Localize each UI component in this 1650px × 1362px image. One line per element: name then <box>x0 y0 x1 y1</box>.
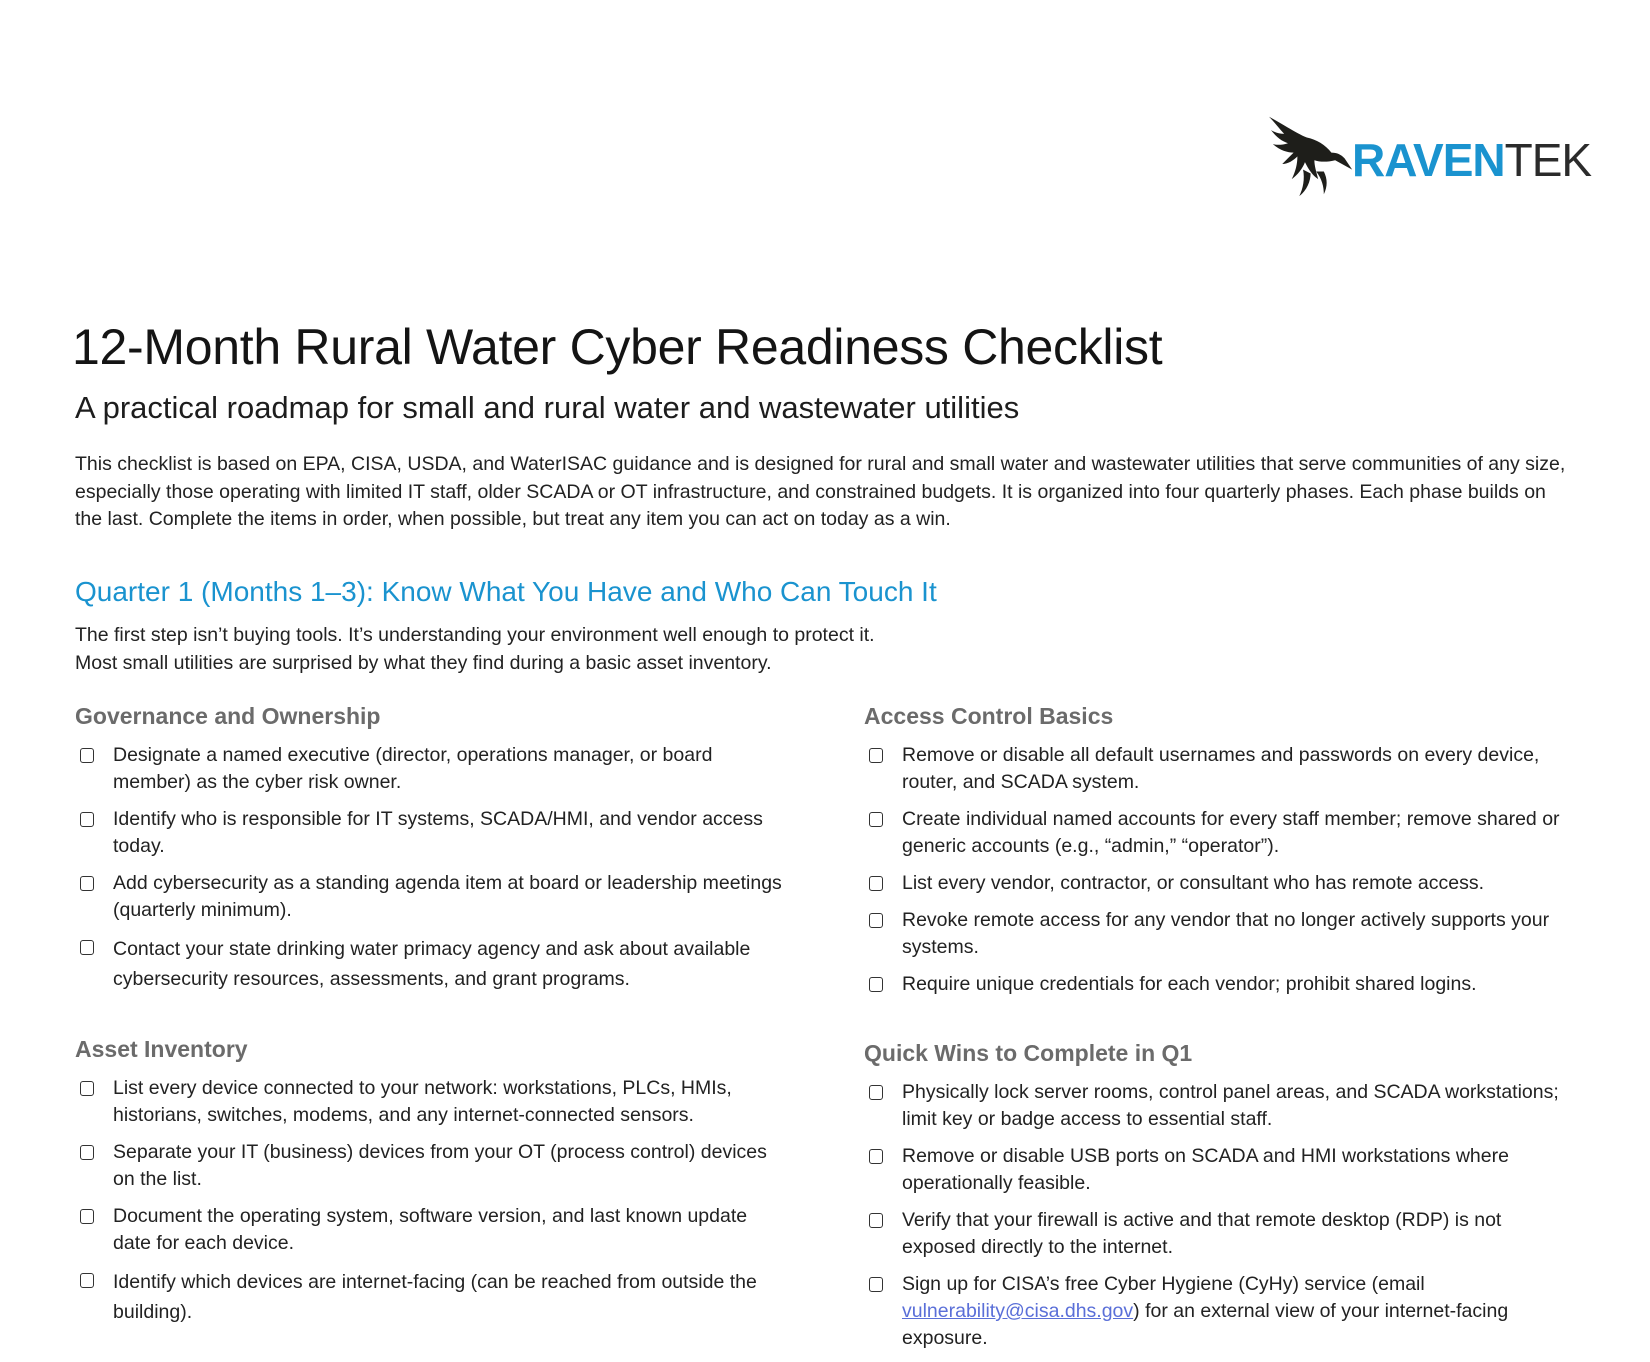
checkbox[interactable] <box>869 1085 883 1100</box>
checkbox[interactable] <box>80 1145 94 1160</box>
logo-wordmark-raven: RAVEN <box>1352 134 1505 186</box>
quarter1-intro-line2: Most small utilities are surprised by what they find during a basic asset inventory. <box>75 651 772 674</box>
checklist-item-text: Identify who is responsible for IT systems, SCADA/HMI, and vendor access today. <box>113 808 763 857</box>
checklist-item-text: Physically lock server rooms, control panel areas, and SCADA workstations; limit key or badge access to essential staff. <box>902 1081 1559 1130</box>
checklist-item-text: Contact your state drinking water primacy agency and ask about available cybersecurity resources, assessments, and grant programs. <box>113 938 751 990</box>
checklist-item-text: Require unique credentials for each vendor; prohibit shared logins. <box>902 973 1477 995</box>
checklist-item <box>864 870 1579 897</box>
checklist-item-text: Verify that your firewall is active and that remote desktop (RDP) is not exposed directly to the internet. <box>902 1209 1502 1258</box>
cyhy-text-before: Sign up for CISA’s free Cyber Hygiene (CyHy) service (email <box>902 1273 1425 1295</box>
checkbox[interactable] <box>869 812 883 827</box>
checkbox[interactable] <box>80 748 94 763</box>
checklist-item-text: Separate your IT (business) devices from your OT (process control) devices on the list. <box>113 1141 767 1190</box>
checklist-item <box>864 1143 1579 1197</box>
checklist-item <box>864 1079 1579 1133</box>
asset-inventory-section-title: Asset Inventory <box>75 1036 248 1062</box>
checklist-item-text: Document the operating system, software version, and last known update date for each device. <box>113 1205 748 1254</box>
right-column <box>864 703 1579 1362</box>
checklist-item-text: Designate a named executive (director, operations manager, or board member) as the cyber risk owner. <box>113 744 713 793</box>
logo-wordmark-tek: TEK <box>1504 134 1592 186</box>
checklist-item <box>864 1207 1579 1261</box>
checklist-item <box>75 1267 790 1327</box>
quarter1-intro-line1: The first step isn’t buying tools. It’s understanding your environment well enough to protect it. <box>75 624 875 646</box>
logo-wordmark <box>1352 133 1591 187</box>
checklist-item <box>75 1075 790 1129</box>
checkbox[interactable] <box>869 1149 883 1164</box>
checkbox[interactable] <box>869 1213 883 1228</box>
checklist-item <box>864 971 1579 998</box>
checklist-item <box>864 742 1579 796</box>
section-spacer <box>864 1008 1579 1040</box>
checkbox[interactable] <box>80 812 94 827</box>
checklist-item <box>75 806 790 860</box>
checkbox[interactable] <box>869 977 883 992</box>
checkbox[interactable] <box>869 876 883 891</box>
checklist-item <box>75 1139 790 1193</box>
checklist-item <box>864 806 1579 860</box>
section-spacer <box>75 1004 790 1036</box>
quarter1-heading: Quarter 1 (Months 1–3): Know What You Have and Who Can Touch It <box>75 576 937 607</box>
governance-section-title: Governance and Ownership <box>75 703 381 729</box>
cisa-email-link[interactable]: vulnerability@cisa.dhs.gov <box>902 1300 1134 1322</box>
checklist-item <box>75 1203 790 1257</box>
page-subtitle: A practical roadmap for small and rural water and wastewater utilities <box>75 390 1020 425</box>
governance-checklist <box>75 742 790 994</box>
quick-wins-checklist <box>864 1079 1579 1352</box>
access-control-checklist <box>864 742 1579 998</box>
quarter1-intro <box>75 622 875 677</box>
checkbox[interactable] <box>80 876 94 891</box>
checklist-item <box>75 870 790 924</box>
checkbox[interactable] <box>869 748 883 763</box>
cyhy-text-after: ) for an external view of your internet-facing exposure. <box>902 1300 1509 1349</box>
checkbox[interactable] <box>80 1209 94 1224</box>
checkbox[interactable] <box>869 913 883 928</box>
checklist-item-text: Remove or disable all default usernames and passwords on every device, router, and SCADA system. <box>902 744 1540 793</box>
checklist-item-text: Identify which devices are internet-facing (can be reached from outside the building). <box>113 1271 757 1323</box>
access-control-section-title: Access Control Basics <box>864 703 1114 729</box>
checkbox[interactable] <box>80 1081 94 1096</box>
checklist-item-text: Revoke remote access for any vendor that no longer actively supports your systems. <box>902 909 1550 958</box>
intro-paragraph: This checklist is based on EPA, CISA, USDA, and WaterISAC guidance and is designed for rural and small water and wastewater utilities that serve communities of any size, especially those operating with limited IT staff, older SCADA or OT infrastructure, and constrained budgets. It is organized into four quarterly phases. Each phase builds on the last. Complete the items in order, when possible, but treat any item you can act on today as a win. <box>75 453 1566 530</box>
checklist-item-text: Create individual named accounts for every staff member; remove shared or generic accounts (e.g., “admin,” “operator”). <box>902 808 1560 857</box>
checklist-item-text: List every device connected to your network: workstations, PLCs, HMIs, historians, switches, modems, and any internet-connected sensors. <box>113 1077 732 1126</box>
checkbox[interactable] <box>869 1277 883 1292</box>
asset-inventory-checklist <box>75 1075 790 1327</box>
quick-wins-section-title: Quick Wins to Complete in Q1 <box>864 1040 1193 1066</box>
page-title: 12-Month Rural Water Cyber Readiness Checklist <box>72 319 1163 375</box>
checkbox[interactable] <box>80 1273 94 1288</box>
checklist-item <box>864 907 1579 961</box>
checklist-item-text <box>902 1273 1508 1349</box>
raventek-logo <box>1265 110 1595 200</box>
checklist-item-text: Add cybersecurity as a standing agenda item at board or leadership meetings (quarterly minimum). <box>113 872 782 921</box>
checklist-item-text: Remove or disable USB ports on SCADA and HMI workstations where operationally feasible. <box>902 1145 1509 1194</box>
checklist-item <box>75 742 790 796</box>
checkbox[interactable] <box>80 940 94 955</box>
checklist-item <box>75 934 790 994</box>
checklist-item <box>864 1271 1579 1352</box>
raven-bird-icon <box>1265 113 1360 198</box>
checklist-item-text: List every vendor, contractor, or consultant who has remote access. <box>902 872 1485 894</box>
left-column <box>75 703 790 1337</box>
